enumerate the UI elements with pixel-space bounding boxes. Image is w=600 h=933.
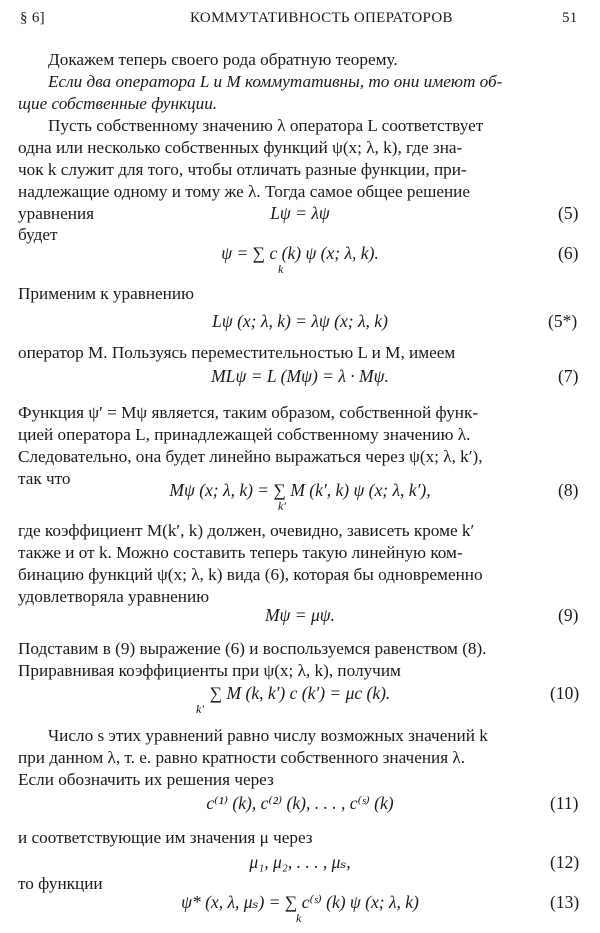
text-line: при данном λ, т. е. равно кратности собственного значения λ.	[18, 748, 466, 767]
text-line: также и от k. Можно составить теперь такую линейную ком-	[18, 543, 463, 562]
text-line: Докажем теперь своего рода обратную теорему.	[48, 50, 398, 69]
equation: ψ = ∑ c (k) ψ (x; λ, k).	[221, 243, 379, 263]
text-line: где коэффициент M(k′, k) должен, очевидно, зависеть кроме k′	[18, 521, 475, 540]
sum-subscript: k	[296, 911, 302, 925]
text-line: будет	[18, 225, 58, 244]
equation: μ₁, μ₂, . . . , μₛ,	[249, 852, 351, 872]
equation-number: (9)	[558, 605, 579, 625]
text-line: так что	[18, 469, 71, 488]
equation-number: (13)	[550, 892, 580, 912]
text-line: Функция ψ′ = Mψ является, таким образом, собственной функ-	[18, 403, 479, 422]
text-line: Пусть собственному значению λ оператора L соответствует	[48, 116, 484, 135]
sum-subscript: k′	[278, 499, 286, 513]
equation: Mψ = μψ.	[264, 605, 336, 625]
text-line: уравнения	[18, 204, 95, 223]
equation: c⁽¹⁾ (k), c⁽²⁾ (k), . . . , c⁽ˢ⁾ (k)	[206, 793, 394, 813]
equation-number: (12)	[550, 852, 580, 872]
sum-subscript: k′	[196, 702, 204, 716]
text-line: Число s этих уравнений равно числу возможных значений k	[48, 726, 488, 745]
text-line: бинацию функций ψ(x; λ, k) вида (6), которая бы одновременно	[18, 565, 483, 584]
sum-subscript: k	[278, 262, 284, 276]
equation: Mψ (x; λ, k) = ∑ M (k′, k) ψ (x; λ, k′),	[169, 480, 431, 500]
equation-number: (5*)	[548, 311, 578, 331]
text-line: оператор M. Пользуясь переместительностью L и M, имеем	[18, 343, 456, 362]
running-title: КОММУТАТИВНОСТЬ ОПЕРАТОРОВ	[190, 10, 453, 26]
equation-number: (7)	[558, 366, 579, 386]
text-line: Если обозначить их решения через	[18, 770, 274, 789]
text-line: и соответствующие им значения μ через	[18, 828, 313, 847]
equation: Lψ = λψ	[270, 203, 330, 223]
equation: ψ* (x, λ, μₛ) = ∑ c⁽ˢ⁾ (k) ψ (x; λ, k)	[181, 892, 419, 912]
text-line: то функции	[18, 874, 103, 893]
text-line: удовлетворяла уравнению	[18, 587, 210, 606]
equation: MLψ = L (Mψ) = λ · Mψ.	[211, 366, 389, 386]
equation-number: (6)	[558, 243, 579, 263]
equation: ∑ M (k, k′) c (k′) = μc (k).	[209, 683, 391, 703]
theorem-line: Если два оператора L и M коммутативны, то они имеют об-	[48, 72, 503, 91]
text-line: Приравнивая коэффициенты при ψ(x; λ, k), получим	[18, 661, 401, 680]
page-number: 51	[562, 10, 578, 26]
text-line: чок k служит для того, чтобы отличать разные функции, при-	[18, 160, 467, 179]
theorem-line: щие собственные функции.	[18, 94, 218, 113]
equation-number: (8)	[558, 480, 579, 500]
text-line: Применим к уравнению	[18, 284, 194, 303]
text-line: Следовательно, она будет линейно выражаться через ψ(x; λ, k′),	[18, 447, 483, 466]
equation-number: (10)	[550, 683, 580, 703]
equation-number: (5)	[558, 203, 579, 223]
equation-number: (11)	[550, 793, 579, 813]
text-line: Подставим в (9) выражение (6) и воспользуемся равенством (8).	[18, 639, 487, 658]
section-marker: § 6]	[20, 10, 45, 26]
text-line: надлежащие одному и тому же λ. Тогда самое общее решение	[18, 182, 471, 201]
text-line: одна или несколько собственных функций ψ(x; λ, k), где зна-	[18, 138, 463, 157]
equation: Lψ (x; λ, k) = λψ (x; λ, k)	[212, 311, 388, 331]
text-line: цией оператора L, принадлежащей собственному значению λ.	[18, 425, 471, 444]
